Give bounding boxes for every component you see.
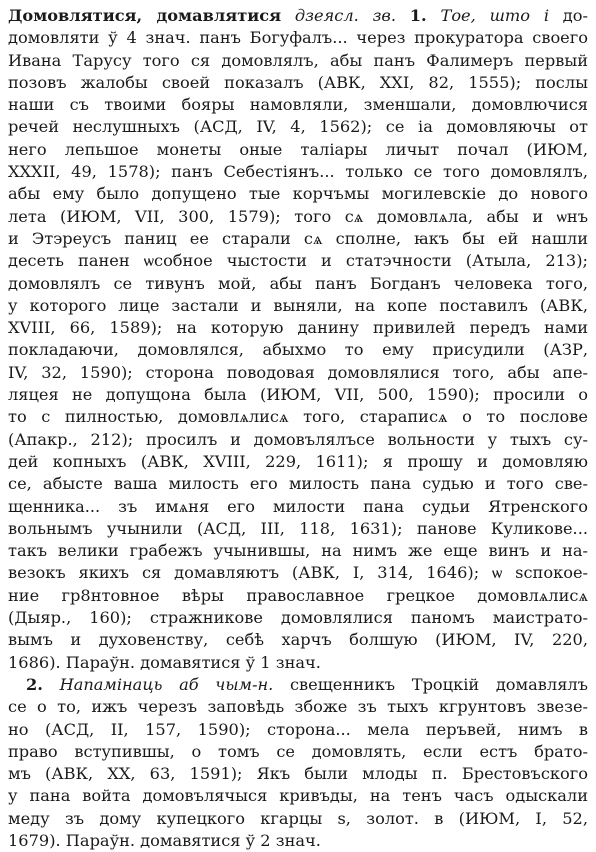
- sense-2-definition: Напамінаць аб чым-н.: [59, 674, 274, 694]
- text-line: (Апакр., 212); просилъ и домовълялъсе вольности у тыхъ су-: [8, 429, 588, 449]
- headword: Домовлятися, домавлятися: [8, 6, 282, 25]
- text-line: такъ велики грабежъ учынившы, на нимъ же еще винъ и на-: [8, 541, 588, 561]
- text-line: домовляти ў 4 знач. панъ Богуфалъ... через прокуратора своего: [8, 28, 588, 48]
- text-line: абы ему было допущено тые корчъмы могилевскіе до нового: [8, 184, 588, 204]
- sense-1-text: [8, 27, 588, 674]
- sense-2-number: 2.: [26, 674, 43, 694]
- text-line: у пана войта домовълячыся кривъды, на тенъ часъ одыскали: [8, 786, 588, 806]
- dictionary-entry: [8, 5, 588, 852]
- grammar-label: дзеясл. зв.: [294, 6, 396, 25]
- text-line: то с пилностью, домовлѧлисѧ того, стараписѧ о то послове: [8, 407, 588, 427]
- text-line: ние гр8нтовное вѣры православное грецкое домовлѧлисѧ: [8, 585, 588, 605]
- text-line: 1679). Параўн. домавятися ў 2 знач.: [8, 830, 321, 850]
- text-line: вымъ и духовенству, себѣ харчъ болшую (ИЮМ, IV, 220,: [8, 630, 588, 650]
- text-line: 1686). Параўн. домавятися ў 1 знач.: [8, 652, 321, 672]
- text-line: позовъ жалобы своей показалъ (АВК, XXI, 82, 1555); послы: [8, 72, 588, 92]
- text-line: право вступившы, о томъ се домовлять, если естъ брато-: [8, 741, 588, 761]
- text-line: (Дыяр., 160); стражникове домовлялися паномъ маистрато-: [8, 608, 588, 628]
- text-line: лета (ИЮМ, VII, 300, 1579); того сѧ домовлѧла, абы и ѡнъ: [8, 206, 588, 226]
- sense-1-number: 1.: [409, 6, 427, 25]
- text-line: и Этэреусъ паниц ее старали сѧ сполне, ꙗкъ бы ей нашли: [8, 228, 588, 248]
- text-line: домовлялъ се тивунъ мой, абы панъ Богданъ человека того,: [8, 273, 588, 293]
- sense-2-line: свещенникъ Троцкій домавлялъ: [289, 674, 588, 694]
- text-line: везокъ якихъ ся домавляютъ (АВК, I, 314, 1646); ѡ ѕспокое-: [8, 563, 588, 583]
- text-line: у которого лице застали и выняли, на копе поставилъ (АВК,: [8, 295, 588, 315]
- sense-2-text: [8, 696, 588, 852]
- text-line: се о то, ижъ черезъ заповѣдь збоже зъ тыхъ кгрунтовъ звезе-: [8, 697, 588, 717]
- text-line: се, абысте ваша милость его милость пана судью и того све-: [8, 474, 588, 494]
- text-line: него лепьшое монеты оные таліары личыт почал (ИЮМ,: [8, 139, 588, 159]
- sense-2-first-line: [8, 674, 588, 696]
- text-line: но (АСД, II, 157, 1590); сторона... мела перъвей, нимъ в: [8, 719, 588, 739]
- text-line: наши съ твоими бояры намовляли, зменшали, домовлючися: [8, 95, 588, 115]
- text-line: мъ (АВК, XX, 63, 1591); Якъ были млоды п. Брестовъского: [8, 764, 588, 784]
- text-line: вольнымъ учынили (АСД, III, 118, 1631); панове Куликове...: [8, 518, 588, 538]
- text-line: десеть панен ѡсобное чыстости и статэчности (Атыла, 213);: [8, 251, 588, 271]
- text-line: XXXII, 49, 1578); панъ Себестіянъ... только се того домовлялъ,: [8, 162, 588, 182]
- text-line: меду зъ дому купецкого кгарцы ѕ, золот. в (ИЮМ, I, 52,: [8, 808, 588, 828]
- text-line: XVIII, 66, 1589); на которую данину привилей передъ нами: [8, 318, 588, 338]
- sense-1-definition: Тое, што і: [440, 6, 549, 25]
- text-line: речей неслушныхъ (АСД, IV, 4, 1562); се іа домовляючы от: [8, 117, 588, 137]
- text-line: Ивана Тарусу того ся домовлялъ, абы панъ Фалимеръ первый: [8, 50, 588, 70]
- text-line: дей копныхъ (АВК, XVIII, 229, 1611); я прошу и домовляю: [8, 451, 588, 471]
- text-line: щенника... зъ имѧня его милости пана судьи Ятренского: [8, 496, 588, 516]
- text-line: покладаючи, домовлялся, абыхмо то ему присудили (АЗР,: [8, 340, 588, 360]
- entry-first-line: Домовлятися, домавлятися дзеясл. зв. 1. Тое, што і до-: [8, 6, 588, 25]
- text-line: ляцея не допущона была (ИЮМ, VII, 500, 1590); просили о: [8, 385, 588, 405]
- text-line: IV, 32, 1590); сторона поводовая домовлялися того, абы апе-: [8, 362, 588, 382]
